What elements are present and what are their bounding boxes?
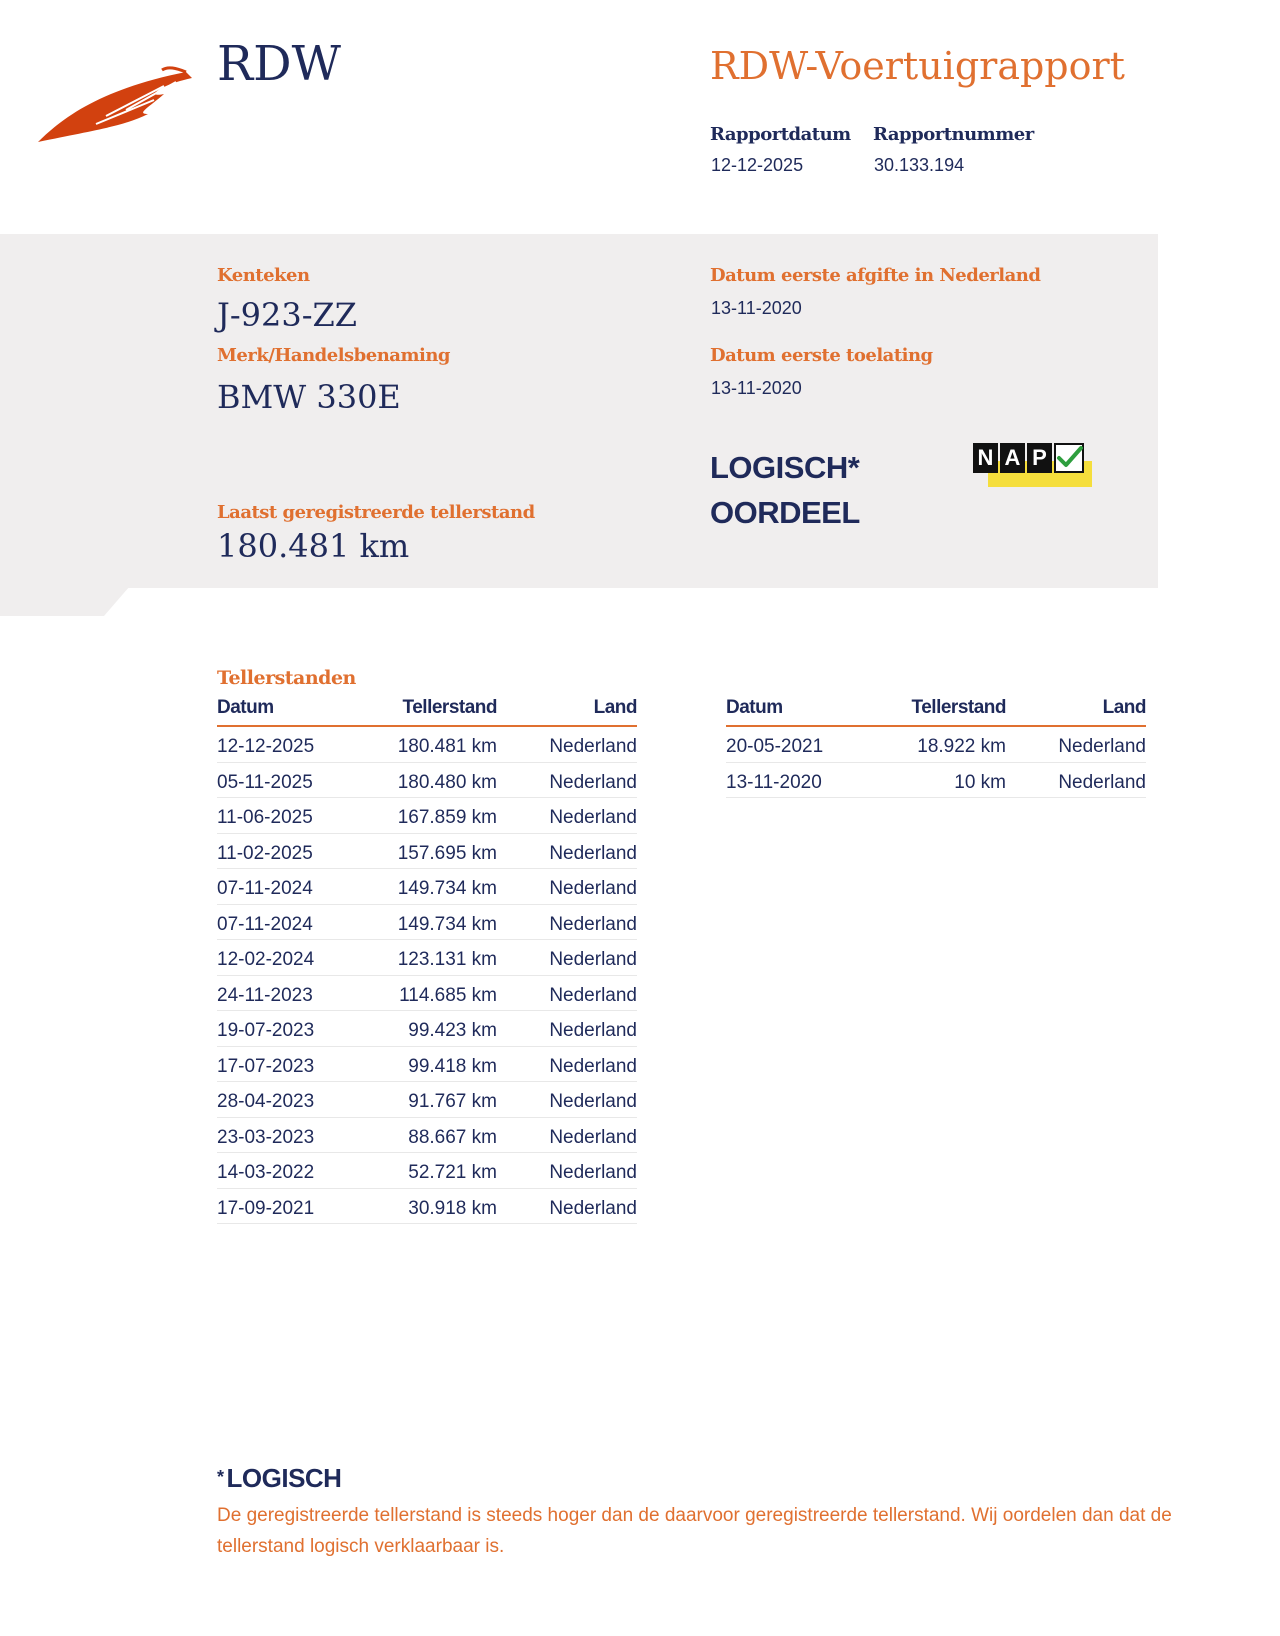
table-row (217, 869, 637, 905)
row-reading: 52.721 km (408, 1162, 497, 1183)
table-row (217, 976, 637, 1012)
row-date: 24-11-2023 (217, 984, 313, 1006)
row-date: 05-11-2025 (217, 771, 313, 793)
row-reading: 18.922 km (917, 736, 1006, 757)
verdict-line2: OORDEEL (710, 495, 860, 530)
make-value: BMW 330E (217, 378, 401, 416)
row-date: 11-02-2025 (217, 842, 313, 864)
row-date: 20-05-2021 (726, 736, 824, 757)
make-label: Merk/Handelsbenaming (217, 345, 451, 366)
row-reading: 157.695 km (397, 842, 497, 864)
row-date: 14-03-2022 (217, 1162, 315, 1183)
row-country: Nederland (549, 842, 637, 864)
row-date: 12-12-2025 (217, 736, 315, 757)
table-header (217, 695, 637, 727)
table-row (217, 940, 637, 976)
table-row (726, 763, 1146, 799)
row-date: 07-11-2024 (217, 878, 313, 899)
first-issue-nl-label: Datum eerste afgifte in Nederland (710, 265, 1041, 286)
plate-label: Kenteken (217, 265, 310, 286)
row-reading: 88.667 km (408, 1126, 497, 1148)
row-country: Nederland (1058, 771, 1146, 793)
row-reading: 99.423 km (408, 1020, 497, 1041)
readings-title: Tellerstanden (217, 667, 356, 689)
row-reading: 167.859 km (397, 807, 497, 828)
readings-table-right (726, 695, 1146, 798)
row-country: Nederland (549, 949, 637, 970)
row-country: Nederland (549, 984, 637, 1006)
header-date: Datum (217, 697, 274, 718)
report-date-label: Rapportdatum (710, 124, 851, 145)
readings-table-left (217, 695, 637, 1224)
row-reading: 149.734 km (397, 913, 497, 935)
report-date-value: 12-12-2025 (711, 155, 804, 175)
row-date: 11-06-2025 (217, 807, 313, 828)
nap-letter-n: N (973, 443, 998, 473)
nap-letter-a: A (1000, 443, 1025, 473)
row-date: 17-09-2021 (217, 1197, 315, 1219)
row-date: 28-04-2023 (217, 1091, 315, 1112)
table-row (217, 905, 637, 941)
row-country: Nederland (549, 878, 637, 899)
report-title: RDW-Voertuigrapport (710, 44, 1125, 88)
table-row (217, 1047, 637, 1083)
row-date: 07-11-2024 (217, 913, 313, 935)
row-country: Nederland (549, 1055, 637, 1077)
row-country: Nederland (549, 1197, 637, 1219)
table-row (726, 727, 1146, 763)
footnote-text: De geregistreerde tellerstand is steeds hoger dan de daarvoor geregistreerde tellerstand. Wij oordelen dan dat de tellerstand logisch verklaarbaar is. (217, 1505, 1172, 1557)
footnote-star: * (217, 1467, 224, 1487)
table-header (726, 695, 1146, 727)
footnote-title (217, 1463, 341, 1494)
row-reading: 30.918 km (408, 1197, 497, 1219)
row-reading: 10 km (954, 771, 1006, 793)
band-tab (0, 586, 130, 616)
table-row (217, 1011, 637, 1047)
table-row (217, 1153, 637, 1189)
header-reading: Tellerstand (402, 697, 497, 718)
row-country: Nederland (549, 771, 637, 793)
row-country: Nederland (549, 1091, 637, 1112)
row-reading: 91.767 km (408, 1091, 497, 1112)
table-row (217, 1118, 637, 1154)
row-reading: 180.480 km (397, 771, 497, 793)
table-row (217, 763, 637, 799)
header-reading: Tellerstand (911, 697, 1006, 718)
row-reading: 114.685 km (399, 984, 497, 1006)
row-date: 12-02-2024 (217, 949, 315, 970)
row-country: Nederland (549, 807, 637, 828)
plate-value: J-923-ZZ (217, 296, 357, 334)
first-admission-label: Datum eerste toelating (710, 345, 933, 366)
row-country: Nederland (549, 736, 637, 757)
odometer-label: Laatst geregistreerde tellerstand (217, 502, 535, 523)
brand-name: RDW (217, 36, 341, 92)
header-country: Land (593, 697, 637, 718)
nap-badge (973, 443, 1093, 489)
nap-check-icon (1054, 443, 1084, 473)
row-country: Nederland (1058, 736, 1146, 757)
rdw-logo-icon (36, 64, 196, 146)
row-date: 19-07-2023 (217, 1020, 315, 1041)
row-date: 23-03-2023 (217, 1126, 315, 1148)
table-row (217, 727, 637, 763)
row-country: Nederland (549, 1162, 637, 1183)
report-number-label: Rapportnummer (873, 124, 1034, 145)
row-reading: 123.131 km (397, 949, 497, 970)
first-issue-nl-value: 13-11-2020 (711, 298, 802, 318)
row-country: Nederland (549, 1126, 637, 1148)
first-admission-value: 13-11-2020 (711, 378, 802, 398)
row-date: 13-11-2020 (726, 771, 822, 793)
header-country: Land (1102, 697, 1146, 718)
table-row (217, 1082, 637, 1118)
row-reading: 99.418 km (408, 1055, 497, 1077)
nap-letter-p: P (1027, 443, 1052, 473)
row-reading: 149.734 km (397, 878, 497, 899)
row-date: 17-07-2023 (217, 1055, 315, 1077)
row-country: Nederland (549, 913, 637, 935)
report-number-value: 30.133.194 (874, 155, 965, 175)
row-reading: 180.481 km (397, 736, 497, 757)
table-row (217, 798, 637, 834)
odometer-value: 180.481 km (217, 527, 410, 565)
vehicle-summary-band (0, 234, 1158, 588)
table-row (217, 834, 637, 870)
header-date: Datum (726, 697, 783, 718)
row-country: Nederland (549, 1020, 637, 1041)
table-row (217, 1189, 637, 1225)
verdict-line1: LOGISCH* (710, 450, 860, 485)
footnote-title-text: LOGISCH (226, 1463, 342, 1493)
